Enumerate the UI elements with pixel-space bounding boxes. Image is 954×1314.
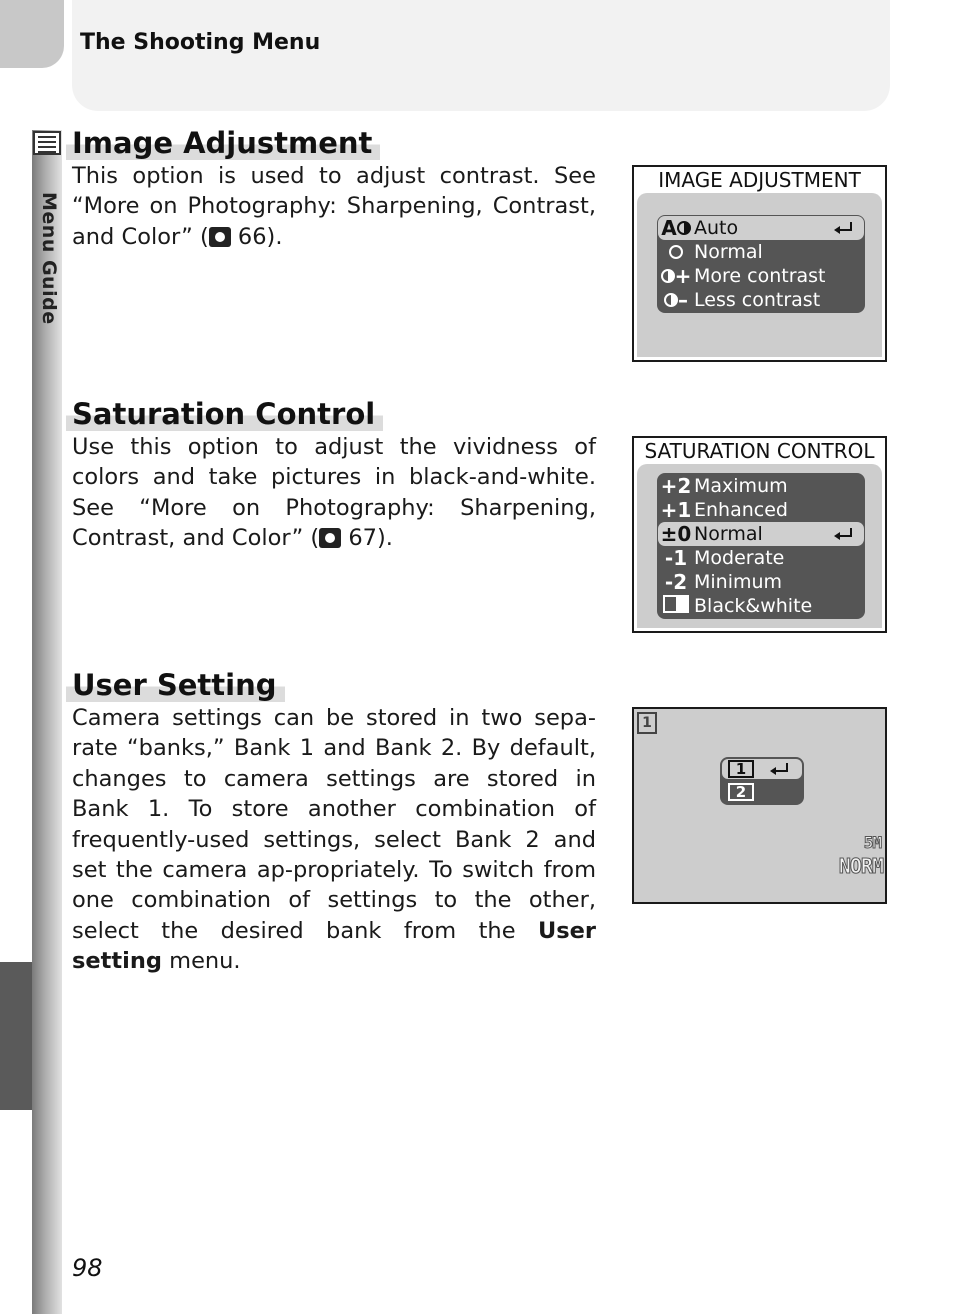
text-part: Use this option to adjust the vividness of colors and take pictures in black-and-white. See “More on Photography: Sharpening, Contrast, and Color” ( <box>72 434 596 552</box>
plus-two-icon: +2 <box>660 474 692 498</box>
menu-item-label: Less contrast <box>694 289 821 311</box>
section-title-saturation-control: Saturation Control <box>66 397 383 431</box>
menu-item-auto[interactable] <box>658 216 864 240</box>
menu-list <box>657 215 865 313</box>
page-header-title: The Shooting Menu <box>80 30 321 55</box>
minus-one-icon: -1 <box>664 546 688 570</box>
menu-item-label: Normal <box>694 523 763 545</box>
section-text-image-adjustment <box>72 161 596 252</box>
text-part: 67). <box>341 525 393 552</box>
plus-one-icon: +1 <box>660 498 692 522</box>
section-text-user-setting <box>72 703 596 977</box>
menu-item-maximum[interactable] <box>658 474 864 498</box>
menu-item-label: Black&white <box>694 595 813 617</box>
image-quality-icon: NORM <box>838 854 883 878</box>
bank-menu <box>720 757 804 805</box>
text-part: menu. <box>162 948 241 975</box>
screen-body <box>637 464 882 628</box>
menu-item-label: Enhanced <box>694 499 788 521</box>
enter-icon <box>832 527 856 541</box>
menu-item-black-white[interactable] <box>658 594 864 618</box>
text-part: 66). <box>230 223 283 250</box>
menu-item-moderate[interactable] <box>658 546 864 570</box>
menu-guide-icon <box>33 131 61 155</box>
header-box <box>72 0 890 111</box>
menu-guide-label: Menu Guide <box>38 192 60 325</box>
chapter-tab <box>0 962 32 1110</box>
auto-contrast-icon: A <box>658 216 694 240</box>
plus-minus-zero-icon: ±0 <box>660 522 692 546</box>
text-part: This option is used to adjust contrast. See “More on Photography: Sharpening, Contrast, and Color” ( <box>72 163 596 250</box>
menu-item-label: More contrast <box>694 265 826 287</box>
normal-contrast-icon <box>658 240 694 264</box>
screen-image-adjustment <box>632 165 887 362</box>
menu-item-normal[interactable] <box>658 522 864 546</box>
menu-item-label: Moderate <box>694 547 785 569</box>
reference-icon <box>319 528 341 548</box>
screen-saturation-control <box>632 436 887 633</box>
text-part: Camera settings can be stored in two sepa-rate “banks,” Bank 1 and Bank 2. By default, changes to camera settings are stored in Bank 1. To store another combination of frequently-used settings, select Bank 2 and set the camera ap-propriately. To switch from one combination of settings to the other, select the desired bank from the <box>72 705 596 944</box>
menu-list <box>657 473 865 619</box>
screen-body <box>637 193 882 357</box>
section-title-image-adjustment: Image Adjustment <box>66 126 380 160</box>
bank-1-icon: 1 <box>728 760 754 778</box>
section-text-saturation-control <box>72 432 596 554</box>
less-contrast-icon: – <box>658 288 694 312</box>
bank-2-icon[interactable]: 2 <box>728 783 754 801</box>
menu-item-minimum[interactable] <box>658 570 864 594</box>
screen-title: IMAGE ADJUSTMENT <box>658 168 861 192</box>
reference-icon <box>209 227 231 247</box>
corner-tab <box>0 0 64 68</box>
menu-item-label: Minimum <box>694 571 783 593</box>
menu-item-enhanced[interactable] <box>658 498 864 522</box>
screen-user-setting <box>632 707 887 904</box>
more-contrast-icon: + <box>658 264 694 288</box>
menu-item-label: Normal <box>694 241 763 263</box>
screen-title: SATURATION CONTROL <box>644 439 875 463</box>
menu-item-label: Maximum <box>694 475 788 497</box>
menu-item-label: Auto <box>694 217 739 239</box>
black-white-icon <box>658 594 694 618</box>
section-title-user-setting: User Setting <box>66 668 285 702</box>
image-size-icon: 5M <box>863 833 881 852</box>
minus-two-icon: -2 <box>664 570 688 594</box>
bank-indicator-icon: 1 <box>637 712 657 734</box>
enter-icon <box>832 221 856 235</box>
enter-icon <box>768 762 792 776</box>
menu-item-more-contrast[interactable] <box>658 264 864 288</box>
text-bold-user-setting: User setting <box>72 917 596 975</box>
menu-item-normal[interactable] <box>658 240 864 264</box>
page-number: 98 <box>72 1254 103 1282</box>
menu-item-less-contrast[interactable] <box>658 288 864 312</box>
